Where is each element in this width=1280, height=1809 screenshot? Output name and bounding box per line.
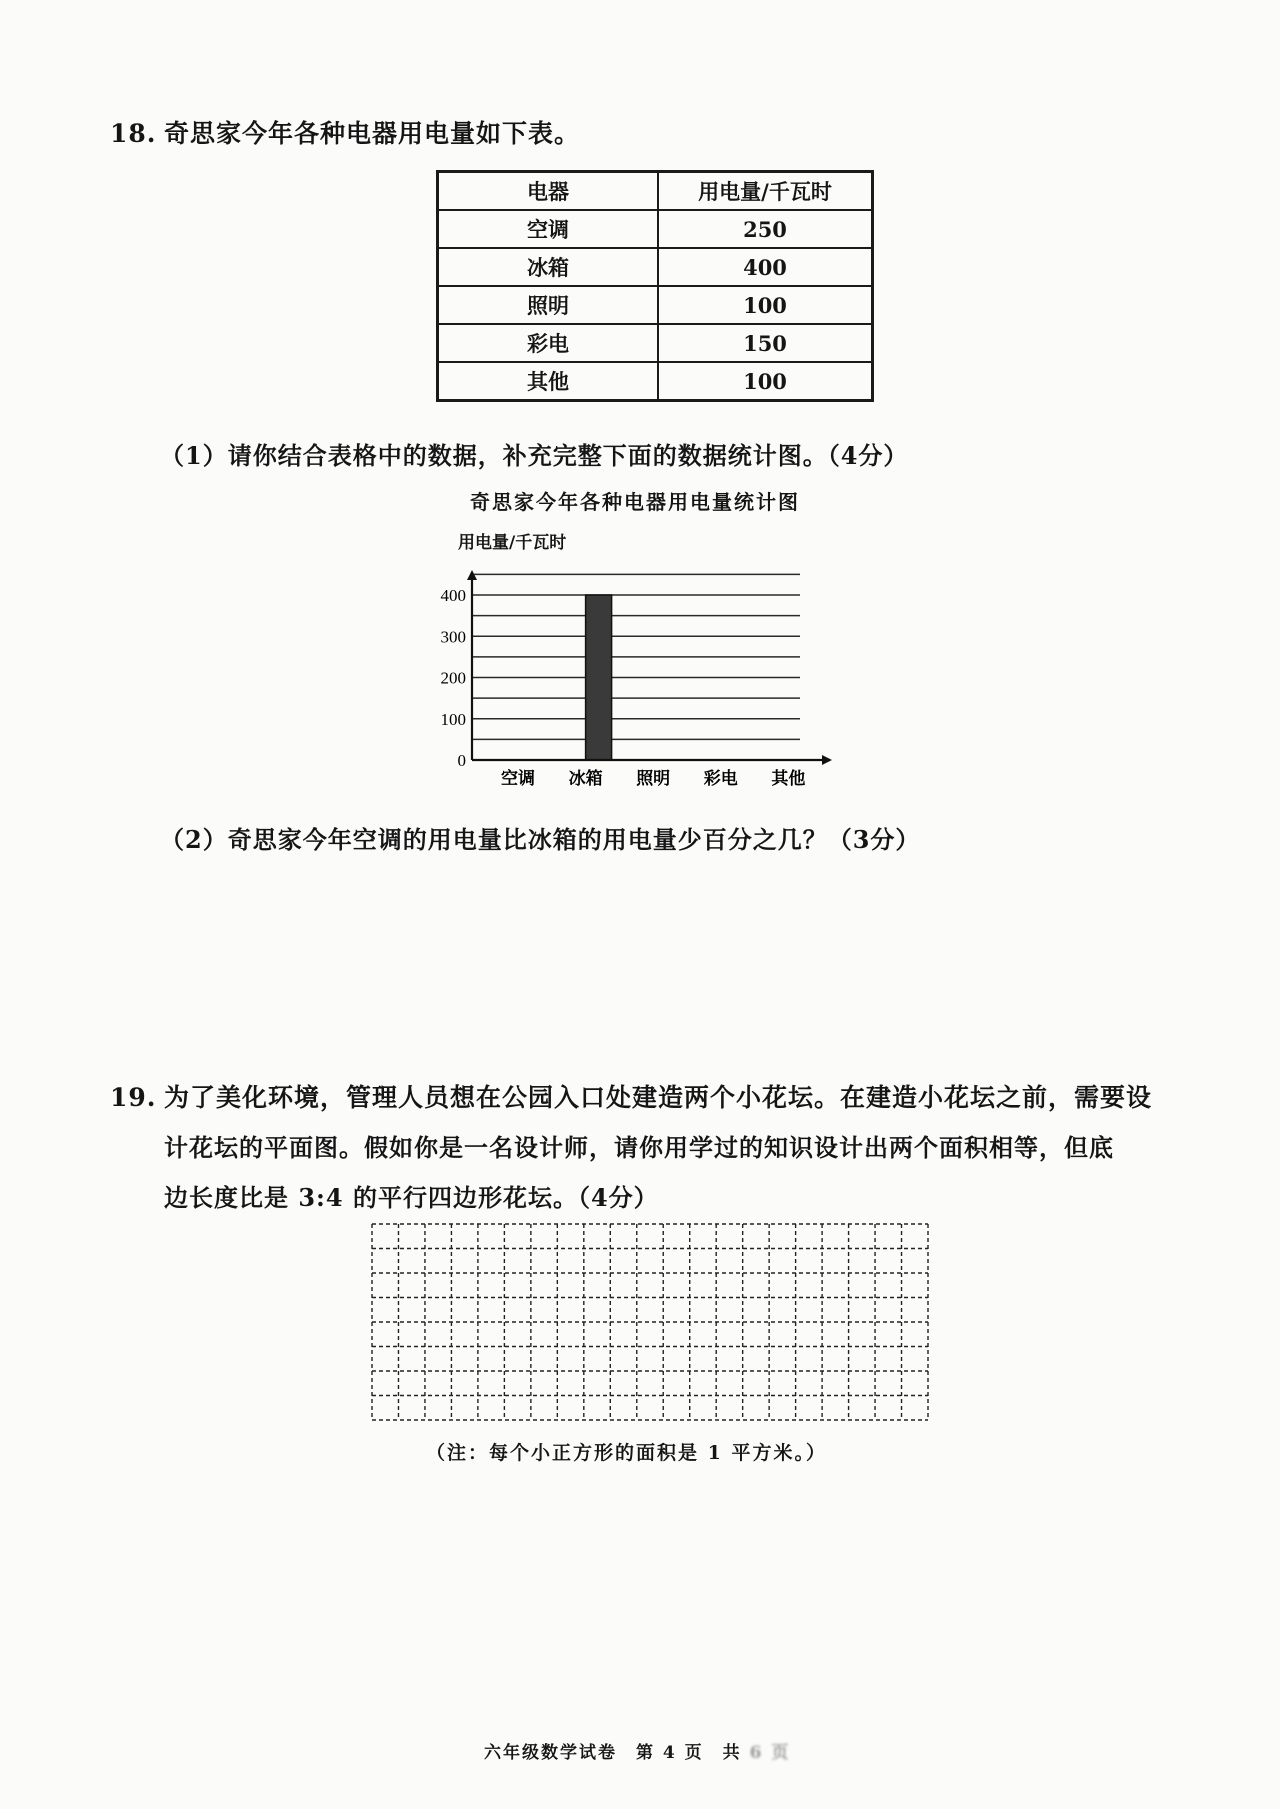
table-cell: 150: [658, 324, 873, 362]
chart-axes: [467, 570, 832, 765]
usage-table-wrap: [436, 170, 874, 402]
xtick-label: 空调: [501, 769, 535, 789]
table-header-usage: 用电量/千瓦时: [658, 172, 873, 211]
table-row: [438, 210, 873, 248]
q19-text-1: 为了美化环境，管理人员想在公园入口处建造两个小花坛。在建造小花坛之前，需要设: [164, 1083, 1153, 1112]
table-cell: 400: [658, 248, 873, 286]
usage-table: [436, 170, 874, 402]
chart-bars: [586, 595, 612, 760]
ytick-label: 0: [457, 751, 466, 770]
table-row: [438, 362, 873, 401]
q18-number: 18.: [110, 119, 157, 148]
q18-part1: （1）请你结合表格中的数据，补充完整下面的数据统计图。（4分）: [160, 441, 909, 470]
ytick-label: 300: [440, 627, 466, 647]
grid-note: （注：每个小正方形的面积是 1 平方米。）: [426, 1442, 827, 1464]
xtick-label: 其他: [771, 769, 806, 789]
q19-number: 19.: [110, 1083, 157, 1112]
x-axis-arrow: [822, 755, 832, 765]
footer-text: 六年级数学试卷 第 4 页 共: [484, 1743, 742, 1763]
table-header-row: [438, 172, 873, 211]
table-row: [438, 324, 873, 362]
q18-prompt: 奇思家今年各种电器用电量如下表。: [164, 119, 581, 148]
q18-part2: （2）奇思家今年空调的用电量比冰箱的用电量少百分之几？（3分）: [160, 825, 921, 854]
table-cell: 彩电: [438, 324, 659, 362]
ytick-label: 100: [440, 709, 466, 729]
q18-heading: [110, 114, 580, 150]
table-cell: 照明: [438, 286, 659, 324]
xtick-label: 冰箱: [568, 769, 603, 789]
usage-bar-chart: [420, 540, 860, 790]
footer-smudged-text: 6 页: [749, 1743, 791, 1763]
chart-ylabel: 用电量/千瓦时: [458, 533, 567, 553]
xtick-label: 彩电: [703, 769, 738, 789]
chart-grid: [472, 574, 800, 739]
chart-ytick-labels: [441, 586, 467, 770]
table-header-appliance: 电器: [438, 172, 659, 211]
table-cell: 250: [658, 210, 873, 248]
bar: [586, 595, 612, 760]
ytick-label: 400: [440, 586, 466, 605]
table-row: [438, 286, 873, 324]
table-row: [438, 248, 873, 286]
chart-title: 奇思家今年各种电器用电量统计图: [470, 490, 800, 514]
table-cell: 冰箱: [438, 248, 659, 286]
xtick-label: 照明: [636, 769, 671, 789]
dotted-answer-grid[interactable]: [370, 1222, 930, 1424]
table-cell: 100: [658, 286, 873, 324]
table-cell: 100: [658, 362, 873, 401]
chart-xtick-labels: [501, 768, 805, 789]
q19-line-3: 边长度比是 3:4 的平行四边形花坛。（4分）: [164, 1183, 659, 1212]
table-cell: 其他: [438, 362, 659, 401]
q19-line-2: 计花坛的平面图。假如你是一名设计师，请你用学过的知识设计出两个面积相等，但底: [164, 1133, 1114, 1162]
table-cell: 空调: [438, 210, 659, 248]
page-footer: [484, 1738, 790, 1763]
ytick-label: 200: [440, 668, 466, 688]
q19-line-1: [110, 1078, 1152, 1114]
